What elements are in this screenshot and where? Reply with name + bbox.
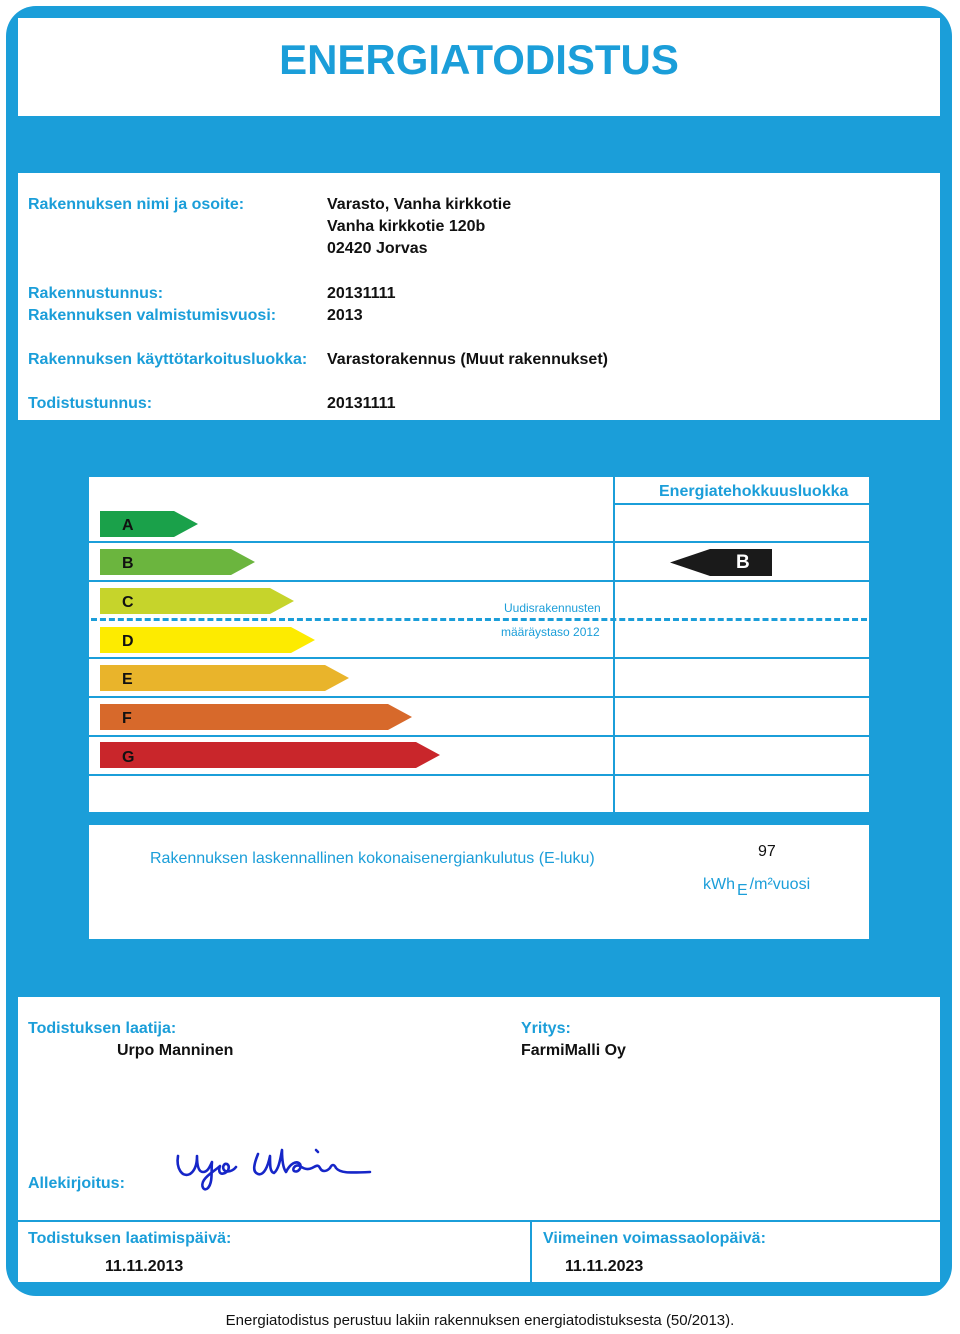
row-line [89,735,869,737]
row-line [89,541,869,543]
valid-date-value: 11.11.2023 [565,1258,644,1275]
class-f-arrow [100,704,412,730]
class-e-label: E [122,671,133,688]
energy-class-divider [613,477,615,812]
building-name-line1: Varasto, Vanha kirkkotie [327,196,512,213]
certificate-id-label: Todistustunnus: [28,395,153,412]
eluku-label: Rakennuksen laskennallinen kokonaisenergiankulutus (E-luku) [150,850,595,867]
building-year-value: 2013 [327,307,363,324]
building-usage-value: Varastorakennus (Muut rakennukset) [327,351,608,368]
certificate-id-value: 20131111 [327,395,396,412]
valid-date-label: Viimeinen voimassaolopäivä: [543,1230,766,1247]
title-panel [18,18,940,116]
company-label: Yritys: [521,1020,571,1037]
class-b-label: B [122,555,134,572]
current-class-letter: B [736,552,750,573]
building-id-label: Rakennustunnus: [28,285,164,302]
building-id-value: 20131111 [327,285,396,302]
class-f-label: F [122,710,132,727]
signature-label: Allekirjoitus: [28,1175,125,1192]
row-line [89,696,869,698]
unit-sub: E [737,882,748,899]
author-label: Todistuksen laatija: [28,1020,177,1037]
class-a-label: A [122,517,134,534]
signature-image [170,1142,375,1194]
regulation-label-line2: määräystaso 2012 [501,625,600,639]
class-d-label: D [122,633,134,650]
unit-suffix: /m²vuosi [749,876,811,893]
row-line [89,774,869,776]
unit-prefix: kWh [703,876,735,893]
class-a-arrow [100,511,198,537]
building-name-label: Rakennuksen nimi ja osoite: [28,196,245,213]
eluku-value: 97 [758,843,776,860]
document-title: ENERGIATODISTUS [279,36,679,83]
issue-date-label: Todistuksen laatimispäivä: [28,1230,232,1247]
class-g-arrow [100,742,440,768]
building-usage-label: Rakennuksen käyttötarkoitusluokka: [28,351,308,368]
row-line [89,580,869,582]
row-line [613,503,869,505]
energy-class-header: Energiatehokkuusluokka [659,483,849,500]
building-name-line2: Vanha kirkkotie 120b [327,218,486,235]
footer-note: Energiatodistus perustuu lakiin rakennuksen energiatodistuksesta (50/2013). [225,1312,735,1329]
building-year-label: Rakennuksen valmistumisvuosi: [28,307,277,324]
class-e-arrow [100,665,349,691]
regulation-label-line1: Uudisrakennusten [504,601,601,615]
current-class-indicator-icon [670,549,772,576]
building-name-line3: 02420 Jorvas [327,240,428,257]
eluku-unit [703,876,811,899]
row-line [89,657,869,659]
author-value: Urpo Manninen [117,1042,234,1059]
class-c-label: C [122,594,134,611]
class-g-label: G [122,749,135,766]
dates-divider [530,1222,532,1282]
company-value: FarmiMalli Oy [521,1042,626,1059]
issue-date-value: 11.11.2013 [105,1258,184,1275]
regulation-level-line [91,618,867,621]
